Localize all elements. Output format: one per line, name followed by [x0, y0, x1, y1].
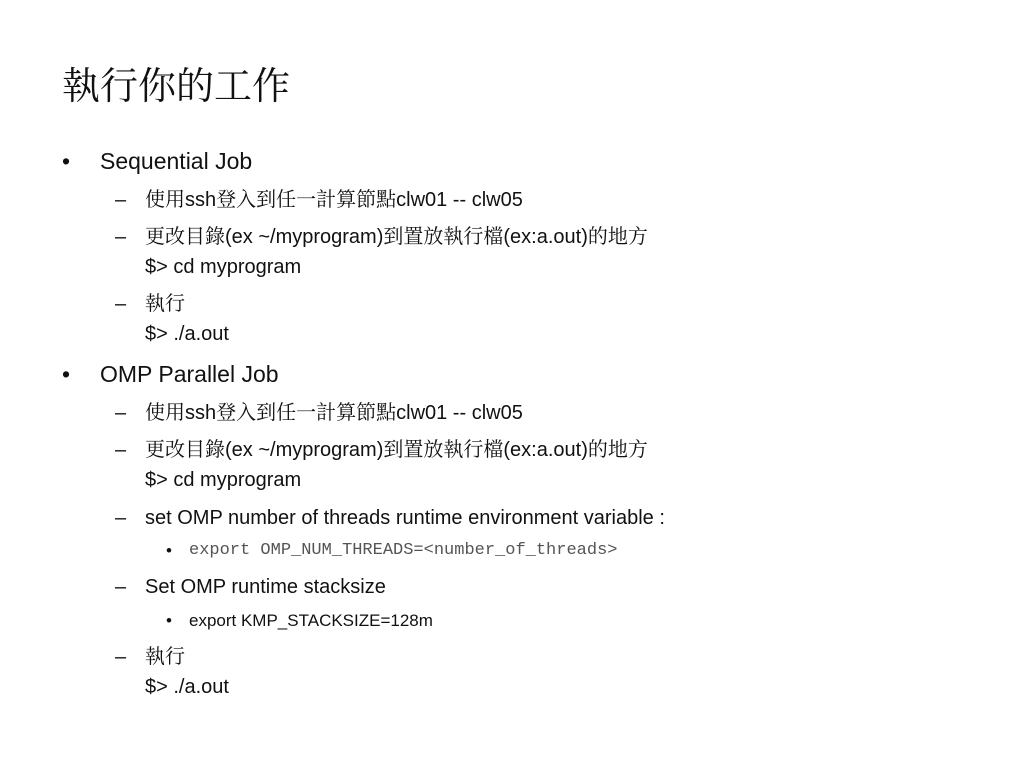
dash-marker: –: [115, 439, 127, 461]
bullet-marker: •: [62, 361, 71, 387]
dash-marker: –: [115, 402, 127, 424]
dash-marker: –: [115, 646, 127, 668]
command-text: $> cd myprogram: [145, 256, 302, 278]
code-text: export OMP_NUM_THREADS=<number_of_threads>: [189, 541, 618, 560]
dash-marker: –: [115, 507, 127, 529]
bullet-heading: Sequential Job: [100, 148, 253, 174]
command-text: $> cd myprogram: [145, 469, 302, 491]
sub-item-text: 執行: [145, 293, 185, 315]
bullet-marker: •: [62, 148, 71, 174]
sub-item-text: Set OMP runtime stacksize: [145, 576, 386, 598]
sub-item-text: 使用ssh登入到任一計算節點clw01 -- clw05: [145, 189, 523, 211]
command-text: $> ./a.out: [145, 323, 229, 345]
sub-sub-item-text: export KMP_STACKSIZE=128m: [189, 611, 433, 630]
sub-item-text: 更改目錄(ex ~/myprogram)到置放執行檔(ex:a.out)的地方: [145, 226, 648, 248]
sub-item-text: set OMP number of threads runtime environment variable :: [145, 507, 665, 529]
bullet-heading: OMP Parallel Job: [100, 361, 279, 387]
sub-item-text: 使用ssh登入到任一計算節點clw01 -- clw05: [145, 402, 523, 424]
sub-item-text: 更改目錄(ex ~/myprogram)到置放執行檔(ex:a.out)的地方: [145, 439, 648, 461]
dash-marker: –: [115, 293, 127, 315]
command-text: $> ./a.out: [145, 676, 229, 698]
dash-marker: –: [115, 226, 127, 248]
sub-item-text: 執行: [145, 646, 185, 668]
bullet-marker: •: [166, 611, 172, 630]
bullet-marker: •: [166, 541, 172, 560]
dash-marker: –: [115, 576, 127, 598]
slide-title: 執行你的工作: [62, 64, 291, 108]
dash-marker: –: [115, 189, 127, 211]
